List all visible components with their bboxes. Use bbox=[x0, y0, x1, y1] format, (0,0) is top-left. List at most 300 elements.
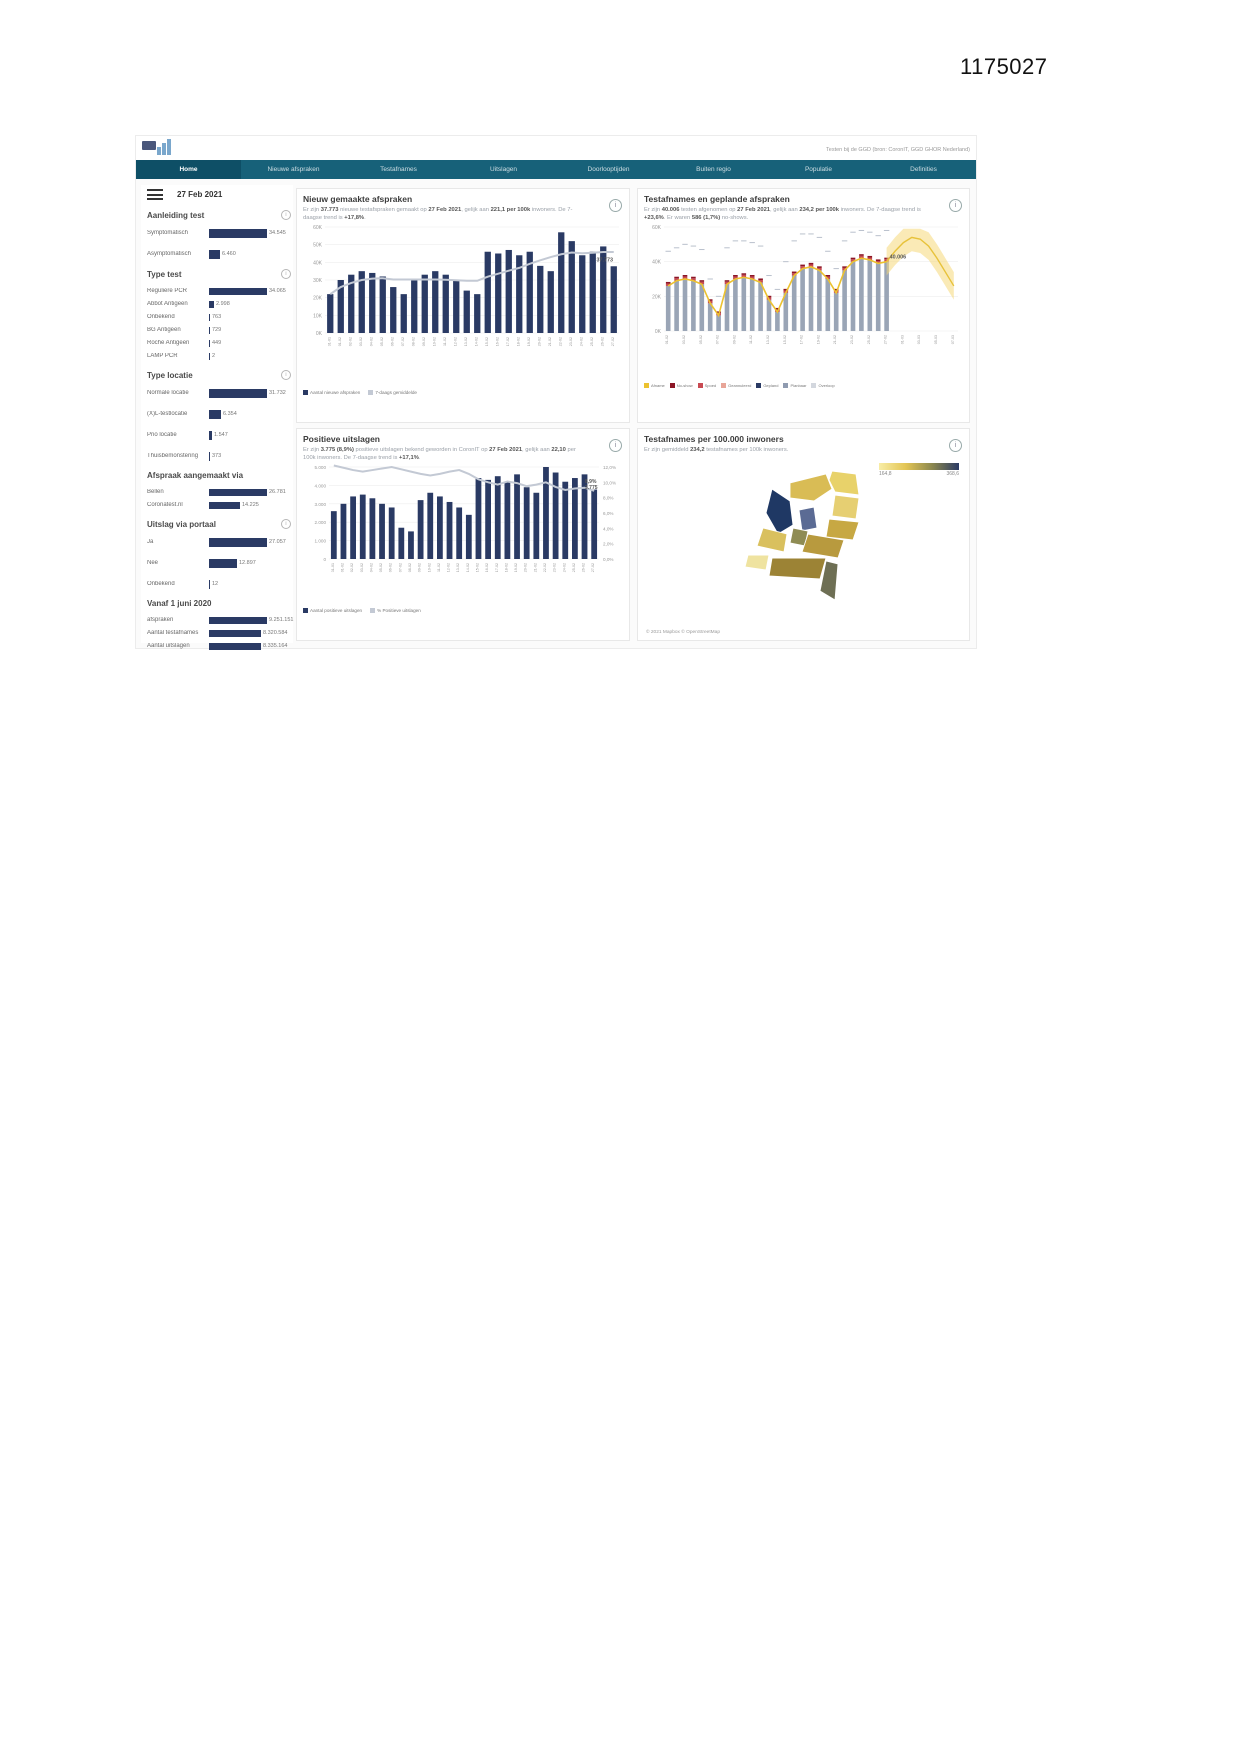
bar-noshow bbox=[733, 275, 738, 277]
legend-item[interactable]: Gepland bbox=[756, 383, 778, 388]
svg-text:0,0%: 0,0% bbox=[603, 556, 614, 562]
scale-max: 368,6 bbox=[946, 471, 959, 477]
bar bbox=[331, 511, 337, 559]
filter-bar[interactable] bbox=[209, 502, 240, 509]
svg-text:0K: 0K bbox=[315, 330, 322, 337]
svg-text:01-02: 01-02 bbox=[337, 336, 342, 346]
svg-text:05-02: 05-02 bbox=[698, 334, 703, 344]
svg-text:17-02: 17-02 bbox=[494, 562, 499, 572]
bar-testafnames bbox=[825, 279, 830, 331]
svg-text:12-02: 12-02 bbox=[446, 562, 451, 572]
bar-testafnames bbox=[750, 279, 755, 331]
filter-value: 449 bbox=[212, 340, 222, 346]
svg-text:13-02: 13-02 bbox=[463, 336, 468, 346]
filter-bar[interactable] bbox=[209, 630, 261, 637]
bar bbox=[485, 480, 491, 559]
filter-row[interactable] bbox=[147, 338, 291, 348]
svg-text:27-02: 27-02 bbox=[591, 562, 596, 572]
filter-label: Aantal testafnames bbox=[147, 630, 199, 636]
svg-text:23-02: 23-02 bbox=[568, 336, 573, 346]
filter-bar[interactable] bbox=[209, 250, 220, 259]
svg-text:12,0%: 12,0% bbox=[603, 464, 617, 470]
legend-item[interactable]: Planbaar bbox=[783, 383, 806, 388]
filter-value: 27.057 bbox=[269, 539, 286, 545]
svg-text:08-02: 08-02 bbox=[411, 336, 416, 346]
logo-mark bbox=[142, 141, 156, 150]
filter-label: (X)L-testlocatie bbox=[147, 411, 188, 417]
filter-value: 9.251.151 bbox=[269, 617, 294, 623]
netherlands-map[interactable] bbox=[644, 454, 964, 619]
bar bbox=[537, 266, 543, 333]
bar-noshow bbox=[859, 254, 864, 256]
svg-text:03-02: 03-02 bbox=[358, 336, 363, 346]
bar-noshow bbox=[792, 271, 797, 273]
map-region[interactable] bbox=[832, 495, 859, 519]
filter-bar[interactable] bbox=[209, 353, 210, 360]
svg-text:07-02: 07-02 bbox=[715, 334, 720, 344]
filter-row[interactable] bbox=[147, 450, 291, 462]
filter-bar[interactable] bbox=[209, 617, 267, 624]
bar-noshow bbox=[683, 275, 688, 277]
bar-testafnames bbox=[758, 282, 763, 331]
panel-title: Nieuw gemaakte afspraken bbox=[303, 194, 413, 204]
map-region[interactable] bbox=[745, 555, 769, 570]
svg-text:60K: 60K bbox=[652, 224, 661, 231]
bar-noshow bbox=[809, 263, 814, 265]
filter-label: LAMP PCR bbox=[147, 353, 178, 359]
bar bbox=[418, 500, 424, 559]
bar-noshow bbox=[691, 277, 696, 279]
svg-text:2,0%: 2,0% bbox=[603, 541, 614, 547]
legend-item[interactable]: Aantal positieve uitslagen bbox=[303, 608, 362, 613]
bar-testafnames bbox=[767, 300, 772, 331]
filter-label: Coronatest.nl bbox=[147, 502, 183, 508]
dashboard-header bbox=[136, 136, 976, 160]
bar bbox=[485, 252, 491, 333]
bar-noshow bbox=[867, 256, 872, 258]
filter-value: 373 bbox=[212, 453, 222, 459]
filter-label: Onbekend bbox=[147, 314, 175, 320]
filter-row[interactable] bbox=[147, 387, 291, 399]
tab-testafnames[interactable]: Testafnames bbox=[380, 166, 417, 173]
svg-text:0K: 0K bbox=[654, 328, 661, 335]
legend-item[interactable]: Aantal nieuwe afspraken bbox=[303, 390, 360, 395]
tab-doorlooptijden[interactable]: Doorlooptijden bbox=[587, 166, 630, 173]
bar-testafnames bbox=[809, 267, 814, 331]
filter-row[interactable] bbox=[147, 557, 291, 569]
panel-testafnames bbox=[637, 188, 970, 423]
svg-text:5.000: 5.000 bbox=[314, 464, 326, 470]
panel-subtitle: Er zijn gemiddeld 234,2 testafnames per 100k inwoners. bbox=[644, 447, 789, 453]
filter-row[interactable] bbox=[147, 248, 291, 260]
svg-text:02-02: 02-02 bbox=[348, 336, 353, 346]
svg-text:16-02: 16-02 bbox=[495, 336, 500, 346]
svg-text:09-02: 09-02 bbox=[417, 562, 422, 572]
filter-label: Symptomatisch bbox=[147, 230, 189, 236]
bar-testafnames bbox=[817, 270, 822, 331]
filter-label: Bellen bbox=[147, 489, 164, 495]
data-source-text: Testen bij de GGD (bron: CoronIT, GGD GHOR Nederland) bbox=[826, 147, 970, 153]
filter-row[interactable] bbox=[147, 325, 291, 335]
bar-testafnames bbox=[851, 261, 856, 330]
svg-text:11-02: 11-02 bbox=[442, 336, 447, 346]
bar bbox=[443, 274, 449, 332]
filter-value: 6.460 bbox=[222, 251, 236, 257]
tab-populatie[interactable]: Populatie bbox=[804, 166, 833, 173]
svg-text:15-02: 15-02 bbox=[782, 334, 787, 344]
filter-label: Nee bbox=[147, 560, 159, 566]
svg-text:23-02: 23-02 bbox=[552, 562, 557, 572]
panel-nieuwe-afspraken bbox=[296, 188, 630, 423]
svg-text:02-02: 02-02 bbox=[350, 562, 355, 572]
chart-legend bbox=[303, 608, 623, 613]
section-title: Type locatie i bbox=[147, 370, 291, 380]
bar bbox=[408, 531, 414, 559]
scale-min: 164,8 bbox=[879, 471, 892, 477]
tab-nieuwe-afspraken[interactable]: Nieuwe afspraken bbox=[267, 166, 320, 173]
tab-buiten-regio[interactable]: Buiten regio bbox=[696, 166, 731, 173]
svg-text:13-02: 13-02 bbox=[766, 334, 770, 344]
bar bbox=[447, 502, 453, 559]
bar bbox=[506, 250, 512, 333]
bar bbox=[379, 504, 385, 559]
filter-value: 14.225 bbox=[242, 502, 259, 508]
bar-testafnames bbox=[859, 258, 864, 331]
panel-positieve-uitslagen bbox=[296, 428, 630, 641]
info-icon[interactable]: i bbox=[609, 199, 622, 212]
panel-subtitle: Er zijn 3.775 (8,9%) positieve uitslagen bekend geworden in CoronIT op 27 Feb 2021, gelijk aan 22,10 per 100k inwoners. De 7-daagse trend is +17,1%. bbox=[303, 447, 576, 462]
svg-text:06-02: 06-02 bbox=[388, 562, 393, 572]
svg-text:11-02: 11-02 bbox=[436, 562, 441, 572]
bar-noshow bbox=[758, 278, 763, 280]
testafnames-chart[interactable] bbox=[644, 223, 964, 380]
filter-row[interactable] bbox=[147, 628, 291, 638]
filter-value: 1.547 bbox=[214, 432, 228, 438]
map-region[interactable] bbox=[766, 489, 793, 534]
legend-item[interactable]: 7-daags gemiddelde bbox=[368, 390, 417, 395]
filter-row[interactable] bbox=[147, 578, 291, 590]
svg-text:20K: 20K bbox=[652, 294, 661, 301]
legend-item[interactable]: No-show bbox=[670, 383, 693, 388]
filter-row[interactable] bbox=[147, 615, 294, 625]
bar bbox=[390, 287, 396, 333]
bar bbox=[453, 280, 459, 333]
svg-text:18-02: 18-02 bbox=[504, 562, 509, 572]
filter-label: Aantal uitslagen bbox=[147, 643, 190, 649]
date-selector[interactable]: 27 Feb 2021 bbox=[177, 190, 223, 199]
bar bbox=[558, 232, 564, 333]
filter-row[interactable] bbox=[147, 429, 291, 441]
filter-value: 12.897 bbox=[239, 560, 256, 566]
info-icon[interactable]: i bbox=[949, 439, 962, 452]
info-icon[interactable]: i bbox=[609, 439, 622, 452]
svg-text:50K: 50K bbox=[313, 242, 322, 249]
svg-text:60K: 60K bbox=[313, 224, 322, 231]
filter-row[interactable] bbox=[147, 500, 291, 510]
bar bbox=[369, 273, 375, 333]
bar bbox=[427, 493, 433, 559]
sidebar-section bbox=[147, 210, 291, 260]
svg-text:24-02: 24-02 bbox=[579, 336, 584, 346]
bar-testafnames bbox=[741, 277, 746, 331]
filter-label: Asymptomatisch bbox=[147, 251, 192, 257]
svg-text:31-01: 31-01 bbox=[327, 336, 332, 346]
svg-text:10,0%: 10,0% bbox=[603, 480, 617, 486]
bar bbox=[533, 493, 539, 559]
filter-bar[interactable] bbox=[209, 314, 210, 321]
filter-label: Thuisbemonstering bbox=[147, 453, 199, 459]
filter-bar[interactable] bbox=[209, 431, 212, 440]
bar bbox=[572, 478, 578, 559]
svg-text:15-02: 15-02 bbox=[484, 336, 489, 346]
bar-testafnames bbox=[834, 293, 839, 331]
svg-text:19-02: 19-02 bbox=[526, 336, 531, 346]
filter-sidebar bbox=[141, 185, 294, 649]
svg-text:40K: 40K bbox=[652, 259, 661, 266]
info-icon[interactable]: i bbox=[281, 370, 291, 380]
svg-text:1.000: 1.000 bbox=[314, 538, 326, 544]
tab-definities[interactable]: Definities bbox=[910, 166, 937, 173]
legend-item[interactable]: Overloop bbox=[811, 383, 834, 388]
filter-bar[interactable] bbox=[209, 327, 210, 334]
svg-text:26-02: 26-02 bbox=[600, 336, 605, 346]
svg-text:25-02: 25-02 bbox=[589, 336, 594, 346]
bar bbox=[422, 274, 428, 332]
bar bbox=[579, 255, 585, 333]
legend-item[interactable]: Spoed bbox=[698, 383, 717, 388]
legend-item[interactable]: % Positieve uitslagen bbox=[370, 608, 421, 613]
bar-noshow bbox=[666, 282, 671, 284]
bar-noshow bbox=[851, 257, 856, 259]
svg-text:01-03: 01-03 bbox=[900, 334, 905, 344]
filter-row[interactable] bbox=[147, 312, 291, 322]
filter-bar[interactable] bbox=[209, 452, 210, 461]
bar bbox=[524, 487, 530, 559]
svg-text:17-02: 17-02 bbox=[505, 336, 510, 346]
bar bbox=[548, 271, 554, 333]
bar bbox=[543, 467, 549, 559]
sidebar-section bbox=[147, 519, 291, 590]
bar-noshow bbox=[699, 280, 704, 282]
filter-bar[interactable] bbox=[209, 580, 210, 589]
svg-text:20K: 20K bbox=[313, 295, 322, 302]
tab-home[interactable]: Home bbox=[136, 160, 241, 179]
svg-text:09-02: 09-02 bbox=[421, 336, 426, 346]
bar-testafnames bbox=[800, 268, 805, 330]
map-region[interactable] bbox=[826, 519, 859, 540]
filter-row[interactable] bbox=[147, 299, 291, 309]
filter-row[interactable] bbox=[147, 641, 291, 651]
bar-testafnames bbox=[683, 279, 688, 331]
map-region[interactable] bbox=[829, 471, 859, 495]
svg-text:12-02: 12-02 bbox=[453, 336, 458, 346]
bar-testafnames bbox=[867, 260, 872, 331]
logo-bar bbox=[162, 143, 166, 155]
bar-testafnames bbox=[699, 284, 704, 331]
svg-text:25-02: 25-02 bbox=[571, 562, 576, 572]
bar bbox=[370, 498, 376, 559]
sidebar-section bbox=[147, 370, 291, 462]
bar-noshow bbox=[817, 266, 822, 268]
bar bbox=[389, 507, 395, 559]
svg-text:8,9%: 8,9% bbox=[585, 478, 597, 485]
bar-noshow bbox=[800, 264, 805, 266]
bar-testafnames bbox=[674, 281, 679, 331]
svg-text:21-02: 21-02 bbox=[547, 336, 552, 346]
svg-text:03-03: 03-03 bbox=[917, 334, 922, 344]
svg-text:40.006: 40.006 bbox=[889, 254, 907, 261]
svg-text:4.000: 4.000 bbox=[314, 483, 326, 489]
bar-testafnames bbox=[716, 315, 721, 331]
color-gradient bbox=[879, 463, 959, 470]
svg-text:09-02: 09-02 bbox=[732, 334, 737, 344]
info-icon[interactable]: i bbox=[281, 269, 291, 279]
filter-label: BG Antigeen bbox=[147, 327, 181, 333]
menu-icon[interactable] bbox=[147, 189, 163, 200]
map-region[interactable] bbox=[769, 558, 826, 579]
svg-text:05-02: 05-02 bbox=[379, 562, 384, 572]
filter-bar[interactable] bbox=[209, 410, 221, 419]
bar bbox=[569, 241, 575, 333]
bar-testafnames bbox=[708, 303, 713, 331]
positieve-uitslagen-chart[interactable] bbox=[303, 463, 623, 605]
filter-label: Abbot Antigeen bbox=[147, 301, 188, 307]
filter-row[interactable] bbox=[147, 351, 291, 361]
filter-value: 2.998 bbox=[216, 301, 230, 307]
filter-row[interactable] bbox=[147, 408, 291, 420]
bar bbox=[327, 294, 333, 333]
chart-legend bbox=[644, 383, 963, 388]
svg-text:04-02: 04-02 bbox=[369, 562, 374, 572]
bar bbox=[562, 482, 568, 559]
bar bbox=[360, 494, 366, 558]
bar-testafnames bbox=[733, 279, 738, 331]
bar bbox=[401, 294, 407, 333]
svg-text:03-02: 03-02 bbox=[682, 334, 686, 344]
bar-noshow bbox=[725, 280, 730, 282]
info-icon[interactable]: i bbox=[281, 519, 291, 529]
filter-label: Normale locatie bbox=[147, 390, 189, 396]
filter-row[interactable] bbox=[147, 487, 291, 497]
svg-text:22-02: 22-02 bbox=[542, 562, 547, 572]
svg-text:4,0%: 4,0% bbox=[603, 526, 614, 532]
bar bbox=[437, 496, 443, 559]
bar bbox=[341, 504, 347, 559]
svg-text:18-02: 18-02 bbox=[516, 336, 521, 346]
panel-title: Positieve uitslagen bbox=[303, 434, 380, 444]
map-region[interactable] bbox=[790, 474, 832, 501]
svg-text:14-02: 14-02 bbox=[465, 562, 470, 572]
legend-item[interactable]: Afname bbox=[644, 383, 665, 388]
filter-value: 6.354 bbox=[223, 411, 237, 417]
panel-title: Testafnames per 100.000 inwoners bbox=[644, 434, 784, 444]
panel-title: Testafnames en geplande afspraken bbox=[644, 194, 790, 204]
logo-bar bbox=[167, 139, 171, 155]
svg-text:21-02: 21-02 bbox=[533, 562, 538, 572]
map-region[interactable] bbox=[799, 507, 817, 531]
bar-testafnames bbox=[842, 270, 847, 331]
filter-value: 8.320.584 bbox=[263, 630, 288, 636]
filter-row[interactable] bbox=[147, 286, 291, 296]
bar bbox=[505, 482, 511, 559]
filter-bar[interactable] bbox=[209, 389, 267, 398]
filter-bar[interactable] bbox=[209, 538, 267, 547]
bar-noshow bbox=[750, 275, 755, 277]
filter-value: 31.732 bbox=[269, 390, 286, 396]
svg-text:25-02: 25-02 bbox=[866, 334, 871, 344]
chart-legend bbox=[303, 390, 623, 395]
filter-bar[interactable] bbox=[209, 340, 210, 347]
bar-testafnames bbox=[666, 286, 671, 331]
svg-text:2.000: 2.000 bbox=[314, 519, 326, 525]
svg-text:10K: 10K bbox=[313, 313, 322, 320]
svg-text:30K: 30K bbox=[313, 277, 322, 284]
svg-text:19-02: 19-02 bbox=[514, 562, 519, 572]
filter-bar[interactable] bbox=[209, 229, 267, 238]
svg-text:03-02: 03-02 bbox=[359, 562, 364, 572]
svg-text:08-02: 08-02 bbox=[407, 562, 412, 572]
svg-text:04-02: 04-02 bbox=[369, 336, 374, 346]
svg-text:05-03: 05-03 bbox=[934, 334, 938, 344]
bar bbox=[591, 489, 597, 558]
bar bbox=[350, 496, 356, 559]
tab-uitslagen[interactable]: Uitslagen bbox=[489, 166, 518, 173]
section-title: Afspraak aangemaakt via bbox=[147, 471, 244, 480]
afspraken-chart[interactable] bbox=[303, 223, 623, 387]
panel-map bbox=[637, 428, 970, 641]
filter-bar[interactable] bbox=[209, 559, 237, 568]
dashboard bbox=[135, 135, 977, 649]
sidebar-section bbox=[147, 269, 291, 361]
bar bbox=[456, 507, 462, 559]
logo-bar bbox=[157, 147, 161, 155]
filter-label: Roche Antigeen bbox=[147, 340, 190, 346]
filter-bar[interactable] bbox=[209, 288, 267, 295]
filter-row[interactable] bbox=[147, 227, 291, 239]
svg-text:19-02: 19-02 bbox=[816, 334, 821, 344]
filter-label: Prio locatie bbox=[147, 432, 177, 438]
filter-bar[interactable] bbox=[209, 643, 261, 650]
filter-value: 34.065 bbox=[269, 288, 286, 294]
color-scale-legend bbox=[879, 463, 959, 477]
filter-row[interactable] bbox=[147, 536, 291, 548]
sidebar-section bbox=[147, 471, 291, 510]
section-title: Vanaf 1 juni 2020 bbox=[147, 599, 212, 608]
svg-text:27-02: 27-02 bbox=[883, 334, 888, 344]
bar-noshow bbox=[876, 259, 881, 261]
svg-text:10-02: 10-02 bbox=[427, 562, 432, 572]
bar-testafnames bbox=[792, 275, 797, 330]
filter-bar[interactable] bbox=[209, 301, 214, 308]
svg-text:27-02: 27-02 bbox=[610, 336, 615, 346]
svg-text:24-02: 24-02 bbox=[562, 562, 567, 572]
svg-text:37.773: 37.773 bbox=[596, 257, 613, 264]
info-icon[interactable]: i bbox=[949, 199, 962, 212]
svg-text:07-02: 07-02 bbox=[400, 336, 405, 346]
filter-label: Ja bbox=[147, 539, 154, 545]
svg-text:10-02: 10-02 bbox=[432, 336, 437, 346]
section-title: Uitslag via portaal i bbox=[147, 519, 291, 529]
filter-bar[interactable] bbox=[209, 489, 267, 496]
svg-text:20-02: 20-02 bbox=[537, 336, 542, 346]
svg-text:01-02: 01-02 bbox=[665, 334, 670, 344]
bar bbox=[398, 528, 404, 559]
sidebar-section bbox=[147, 599, 294, 651]
svg-text:11-02: 11-02 bbox=[749, 334, 754, 344]
info-icon[interactable]: i bbox=[281, 210, 291, 220]
bar bbox=[590, 252, 596, 333]
legend-item[interactable]: Geannuleerd bbox=[721, 383, 751, 388]
